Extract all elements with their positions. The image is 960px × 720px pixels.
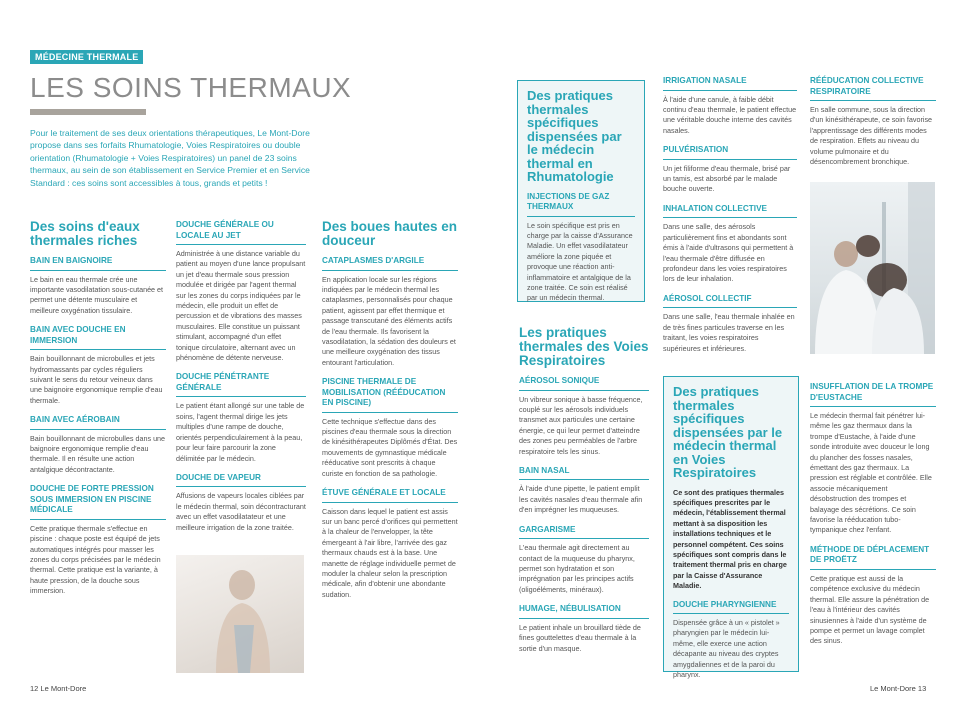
soin-title: AÉROSOL SONIQUE [519, 376, 649, 391]
soin-item [322, 377, 458, 479]
column-boues [322, 220, 458, 609]
page-footer-right: Le Mont-Dore 13 [870, 684, 927, 693]
soin-item [519, 376, 649, 457]
soin-item [663, 76, 797, 136]
page-title: LES SOINS THERMAUX [30, 72, 352, 103]
soin-title: DOUCHE GÉNÉRALE OU LOCALE AU JET [176, 220, 306, 245]
soin-item [176, 372, 306, 463]
soin-title: CATAPLASMES D'ARGILE [322, 256, 458, 271]
soin-text: Le patient inhale un brouillard tiède de fines gouttelettes d'eau thermale à la sortie d'un masque. [519, 622, 641, 653]
photo-woman-back-illustration [176, 555, 304, 673]
title-underline [30, 109, 146, 115]
soin-title: PULVÉRISATION [663, 145, 797, 160]
category-tag: MÉDECINE THERMALE [30, 50, 143, 64]
soin-title: RÉÉDUCATION COLLECTIVE RESPIRATOIRE [810, 76, 936, 101]
soin-title: DOUCHE DE FORTE PRESSION SOUS IMMERSION EN PISCINE MÉDICALE [30, 484, 166, 520]
photo-patient-inhalation-illustration [810, 182, 935, 354]
soin-text: Affusions de vapeurs locales ciblées par le médecin thermal, soin décontracturant avec un effet vasodilatateur et une meilleure irrigation de la zone traitée. [176, 491, 306, 532]
soin-text: Cette technique s'effectue dans des piscines d'eau thermale sous la direction de kinésithérapeutes Diplômés d'État. Des mouvements de gymnastique médicale rééducative sont prescrits à chaque curiste en fonction de sa pathologie. [322, 416, 458, 478]
soin-title: DOUCHE PÉNÉTRANTE GÉNÉRALE [176, 372, 306, 397]
soin-item [30, 256, 166, 316]
soin-title: IRRIGATION NASALE [663, 76, 797, 91]
soin-text: Cette pratique thermale s'effectue en piscine : chaque poste est équipé de jets automatiques intégrés pour masser les zones du corps précisées par le médecin thermal. Cette pratique est la variante, à haute pression, de la douche sous immersion. [30, 523, 161, 596]
soin-text: En salle commune, sous la direction d'un kinésithérapeute, ce soin favorise l'apprentissage des différents modes de respiration. Effets au niveau du volume pulmonaire et du désencombrement bronchique. [810, 105, 933, 167]
soin-item [663, 204, 797, 285]
soin-text: Bain bouillonnant de microbulles dans une baignoire ergonomique remplie d'eau thermale. Il en résulte une action antalgique décontractante. [30, 433, 166, 474]
soin-text: Administrée à une distance variable du patient au moyen d'une lance propulsant un jet d'eau thermale sous pression modulée et dirigée par l'agent thermal sur les zones du corps indiquées par le médecin, elle produit un effet de percussion et de vibrations des masses musculaires. Elle constitue un puissant stimulant, accompagné d'un effet tonique circulatoire, alternant avec un phénomène de détente nerveuse. [176, 249, 306, 363]
soin-title: MÉTHODE DE DÉPLACEMENT DE PROËTZ [810, 545, 936, 570]
soin-title: GARGARISME [519, 525, 649, 540]
soin-title: HUMAGE, NÉBULISATION [519, 604, 649, 619]
box-subtitle: DOUCHE PHARYNGIENNE [673, 600, 789, 615]
photo-woman-back [176, 555, 304, 673]
soin-item [30, 415, 166, 475]
soin-item [176, 473, 306, 533]
soin-text: Un jet filiforme d'eau thermale, brisé par un tamis, est absorbé par le malade bouche ouverte. [663, 163, 791, 194]
soin-item [322, 488, 458, 600]
intro-paragraph: Pour le traitement de ses deux orientations thérapeutiques, Le Mont-Dore propose dans ses forfaits Rhumatologie, Voies Respiratoires ou double orientation (Rhumatologie + Voies Respiratoires) un panel de 23 soins thermaux, au sein de son établissement en Service Premier et en Service Standard : ces soins sont accessibles à tous, grands et petits ! [30, 128, 310, 188]
box-title-voies: Des pratiques thermales spécifiques dispensées par le médecin thermal en Voies Respiratoires [673, 384, 783, 480]
soin-text: Dans une salle, l'eau thermale inhalée en de très fines particules traverse en les traitant, les voies respiratoires supérieures et inférieures. [663, 312, 795, 353]
soin-text: Un vibreur sonique à basse fréquence, couplé sur les aérosols individuels transmet aux particules une certaine énergie, ce qui leur permet d'atteindre des zones peu perméables de l'arbre respiratoire tels les sinus. [519, 394, 643, 456]
soin-item [322, 256, 458, 368]
soin-text: À l'aide d'une canule, à faible débit continu d'eau thermale, le patient effectue une véritable douche interne des cavités nasales. [663, 94, 797, 135]
column-irrigation [663, 76, 797, 363]
soin-item [30, 325, 166, 406]
box-voies-respiratoires [663, 376, 799, 680]
soin-text: Dans une salle, des aérosols particulièrement fins et abondants sont émis à l'aide d'ultrasons qui permettent à l'eau thermale d'être diffusée en profondeur dans les voies respiratoires lors de leur inhalation. [663, 222, 794, 284]
box-text: Dispensée grâce à un « pistolet » pharyngien par le médecin lui-même, elle exerce une action décapante au niveau des cryptes amygdaliennes et de la paroi du pharynx. [673, 618, 780, 680]
soin-text: À l'aide d'une pipette, le patient emplit les cavités nasales d'eau thermale afin d'en imprégner les muqueuses. [519, 484, 643, 515]
soin-text: Cette pratique est aussi de la compétence exclusive du médecin thermal. Elle assure la pénétration de l'eau à l'intérieur des cavités sinusiennes à l'aide d'un système de pompe et permet un lavage complet des sinus. [810, 573, 930, 646]
box-title-rhumatologie: Des pratiques thermales spécifiques dispensées par le médecin thermal en Rhumatologie [527, 88, 622, 184]
soin-item [810, 76, 936, 167]
page-footer-left: 12 Le Mont-Dore [30, 684, 87, 693]
soin-title: INSUFFLATION DE LA TROMPE D'EUSTACHE [810, 382, 936, 407]
box-rhumatologie [517, 80, 645, 302]
section-heading-voies: Les pratiques thermales des Voies Respiratoires [519, 325, 649, 368]
column-douches [176, 220, 306, 542]
soin-title: BAIN AVEC AÉROBAIN [30, 415, 166, 430]
soin-title: ÉTUVE GÉNÉRALE ET LOCALE [322, 488, 458, 503]
soin-text: Caisson dans lequel le patient est assis sur un banc percé d'orifices qui permettent à la chaleur de l'envelopper, la tête émergeant à l'air libre, l'arrivée des gaz thermaux chauds est à la base. Une manette de réglage individuelle permet de moduler la chaleur selon la prescription médicale, afin d'obtenir une abondante sudation. [322, 506, 458, 599]
soin-text: L'eau thermale agit directement au contact de la muqueuse du pharynx, permet son hydratation et son imprégnation par les principes actifs (oligoéléments, minéraux). [519, 543, 635, 594]
soin-title: BAIN NASAL [519, 466, 649, 481]
column-reeducation [810, 76, 936, 176]
soin-item [519, 604, 649, 654]
soin-text: Le patient étant allongé sur une table de soins, l'agent thermal dirige les jets multiples d'une rampe de douche, orientés perpendiculairement à la peau, pour leur faire parcourir la zone délimitée par le médecin. [176, 401, 305, 463]
soin-item [519, 466, 649, 516]
soin-text: Le bain en eau thermale crée une importante vasodilatation sous-cutanée et permet une détente musculaire et meilleure oxygénation tissulaire. [30, 274, 164, 315]
soin-title: AÉROSOL COLLECTIF [663, 294, 797, 309]
section-heading-boues: Des boues hautes en douceur [322, 219, 458, 248]
box-subtitle: INJECTIONS DE GAZ THERMAUX [527, 192, 635, 217]
box-text: Le soin spécifique est pris en charge par la caisse d'Assurance Maladie. Un effet vasodilatateur améliore la zone piquée et provoque une réaction anti-inflammatoire et antalgique de la zone traitée. Ce soin est réalisé par un médecin thermal. [527, 220, 633, 303]
column-voies [519, 326, 649, 663]
soin-title: BAIN EN BAIGNOIRE [30, 256, 166, 271]
soin-item [176, 220, 306, 363]
soin-title: INHALATION COLLECTIVE [663, 204, 797, 219]
soin-item [810, 545, 936, 647]
soin-item [663, 145, 797, 195]
soin-title: DOUCHE DE VAPEUR [176, 473, 306, 488]
soin-text: Bain bouillonnant de microbulles et jets hydromassants par cycles réguliers suivant le sens du retour veineux dans une baignoire ergonomique remplie d'eau thermale. [30, 354, 163, 405]
soin-item [663, 294, 797, 354]
soin-item [519, 525, 649, 596]
photo-patient-inhalation [810, 182, 935, 354]
soin-text: En application locale sur les régions indiquées par le médecin thermal les cataplasmes, personnalisés pour chaque patient, agissent par effet thermique et passage transcutané des éléments actifs de l'eau thermale. Ils favorisent la vasodilatation, la sédation des douleurs et une meilleure oxygénation des tissus entourant l'articulation. [322, 274, 456, 367]
soin-title: PISCINE THERMALE DE MOBILISATION (RÉÉDUCATION EN PISCINE) [322, 377, 458, 413]
column-eaux [30, 220, 166, 606]
soin-item [810, 382, 936, 536]
box-intro: Ce sont des pratiques thermales spécifiques prescrites par le médecin, l'établissement thermal mettant à sa disposition les installations techniques et le personnel compétent. Ces soins spécifiques sont compris dans le traitement thermal pris en charge par la Caisse d'Assurance Maladie. [673, 487, 787, 591]
column-insufflation [810, 382, 936, 656]
soin-text: Le médecin thermal fait pénétrer lui-même les gaz thermaux dans la trompe d'Eustache, à l'aide d'une sonde introduite avec douceur le long du plancher des fosses nasales, émettant des gaz thermaux. La pression est réglable et contrôlée. Elle associe mécaniquement désobstruction des trompes et balayage des sécrétions. Ce soin favorise la rééducation tubo-tympanique chez l'enfant. [810, 411, 932, 535]
section-heading-eaux: Des soins d'eaux thermales riches [30, 219, 140, 248]
soin-item [30, 484, 166, 596]
soin-title: BAIN AVEC DOUCHE EN IMMERSION [30, 325, 166, 350]
